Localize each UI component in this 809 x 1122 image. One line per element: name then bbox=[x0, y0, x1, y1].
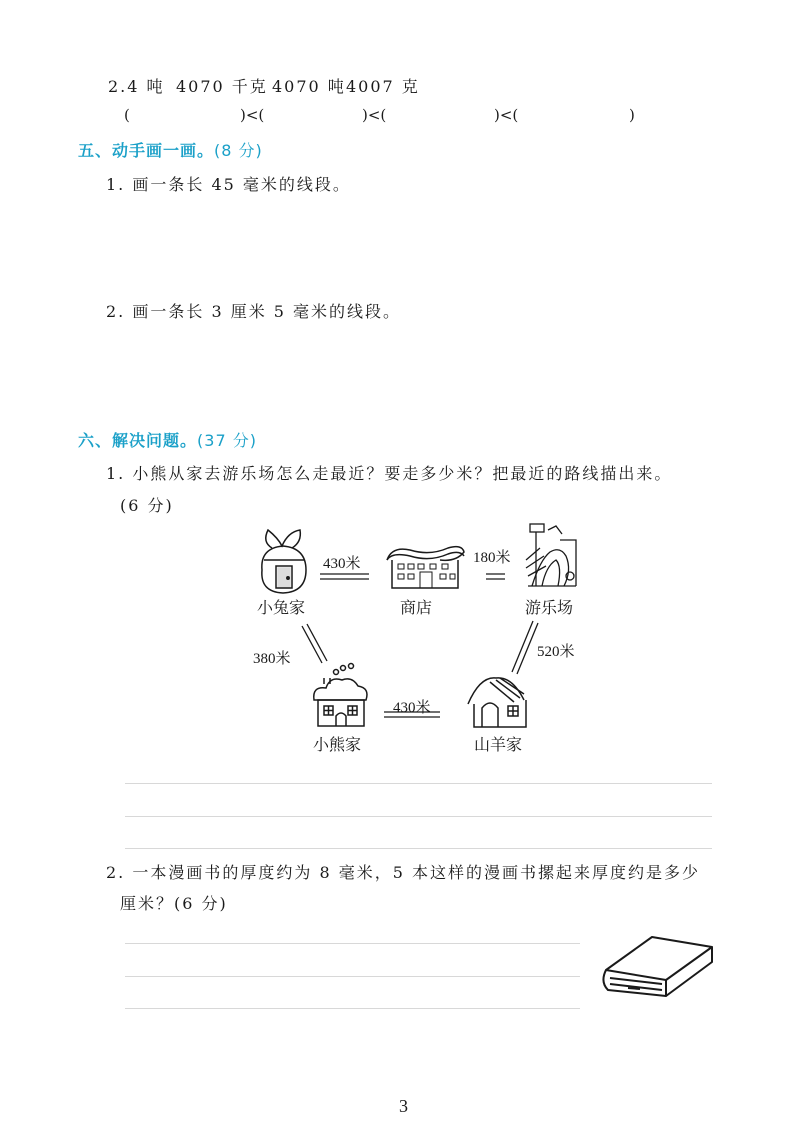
compare-item-3: 4070 吨 bbox=[272, 77, 346, 96]
road-park-goat bbox=[512, 621, 533, 672]
section-6-points: (37 分) bbox=[197, 431, 257, 450]
place-amusement-park: 游乐场 bbox=[525, 598, 574, 617]
section-5-points: (8 分) bbox=[214, 141, 263, 160]
carrot-house-icon bbox=[262, 530, 306, 593]
distance-park-goat: 520米 bbox=[537, 644, 575, 660]
road-rabbit-bear bbox=[302, 626, 322, 663]
distance-rabbit-bear: 380米 bbox=[253, 651, 291, 667]
place-shop: 商店 bbox=[400, 598, 433, 617]
section-6-question-1: 1. 小熊从家去游乐场怎么走最近？要走多少米？把最近的路线描出来。 bbox=[106, 464, 673, 483]
shop-building-icon bbox=[387, 547, 464, 588]
answer-blank-lt-3[interactable]: )<( bbox=[494, 106, 519, 124]
answer-line[interactable] bbox=[125, 1008, 580, 1009]
answer-line[interactable] bbox=[125, 816, 712, 817]
compare-item-1: 2.4 吨 bbox=[108, 77, 165, 96]
section-6-question-2-line2: 厘米？(6 分) bbox=[120, 894, 228, 913]
answer-blank-close[interactable]: ) bbox=[629, 106, 635, 124]
compare-item-4: 4007 克 bbox=[346, 77, 420, 96]
answer-blank-open[interactable]: ( bbox=[124, 106, 130, 124]
answer-line[interactable] bbox=[125, 943, 580, 944]
section-5-title-text: 五、动手画一画。 bbox=[78, 141, 215, 160]
place-goat-home: 山羊家 bbox=[474, 735, 523, 754]
goat-house-icon bbox=[468, 678, 526, 727]
place-rabbit-home: 小兔家 bbox=[257, 598, 306, 617]
distance-shop-park: 180米 bbox=[473, 550, 511, 566]
section-6-title-text: 六、解决问题。 bbox=[78, 431, 198, 450]
bear-house-icon bbox=[314, 664, 367, 727]
answer-line[interactable] bbox=[125, 783, 712, 784]
answer-blank-lt-1[interactable]: )<( bbox=[240, 106, 265, 124]
compare-item-2: 4070 千克 bbox=[176, 77, 268, 96]
amusement-park-icon bbox=[526, 524, 576, 586]
answer-blank-lt-2[interactable]: )<( bbox=[362, 106, 387, 124]
section-5-question-1: 1. 画一条长 45 毫米的线段。 bbox=[106, 175, 351, 194]
section-6-question-1-points: (6 分) bbox=[120, 496, 174, 515]
place-bear-home: 小熊家 bbox=[313, 735, 362, 754]
distance-rabbit-shop: 430米 bbox=[323, 556, 361, 572]
page-number: 3 bbox=[399, 1096, 408, 1116]
book-icon bbox=[603, 937, 712, 996]
answer-line[interactable] bbox=[125, 848, 712, 849]
distance-bear-goat: 430米 bbox=[393, 700, 431, 716]
answer-line[interactable] bbox=[125, 976, 580, 977]
section-5-question-2: 2. 画一条长 3 厘米 5 毫米的线段。 bbox=[106, 302, 402, 321]
section-6-question-2-line1: 2. 一本漫画书的厚度约为 8 毫米，5 本这样的漫画书摞起来厚度约是多少 bbox=[106, 863, 700, 882]
